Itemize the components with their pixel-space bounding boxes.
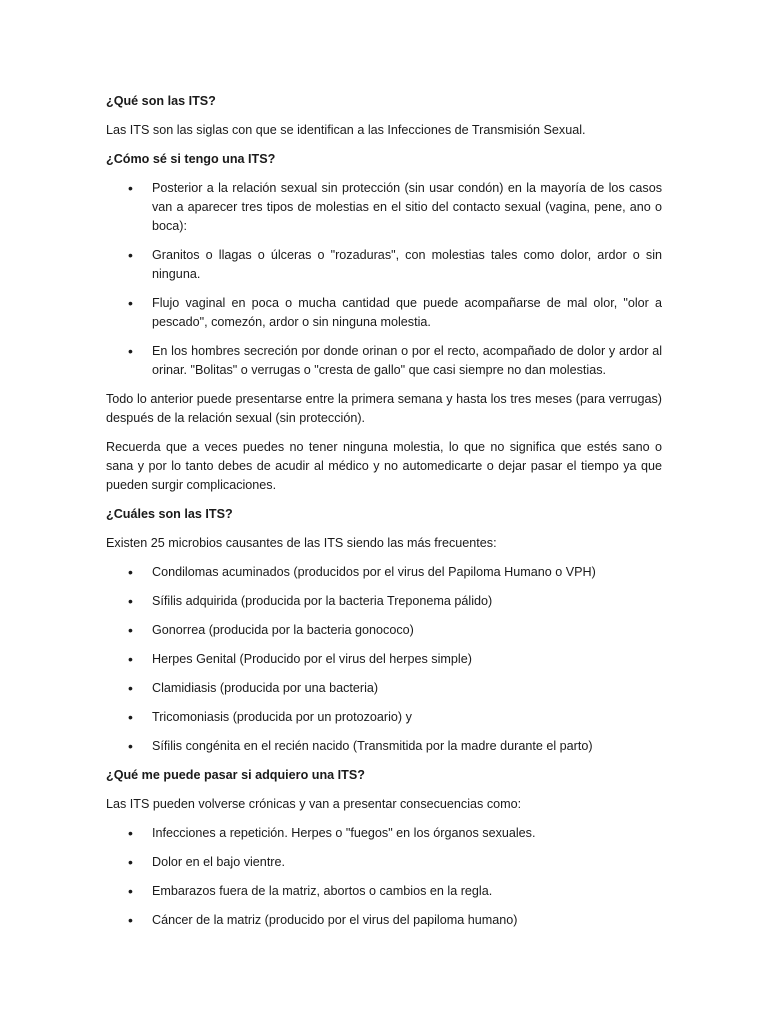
list-item-text: Infecciones a repetición. Herpes o "fuegos" en los órganos sexuales. (152, 826, 536, 840)
paragraph: Las ITS son las siglas con que se identifican a las Infecciones de Transmisión Sexual. (106, 123, 586, 137)
list-item-text: Flujo vaginal en poca o mucha cantidad que puede acompañarse de mal olor, "olor a pescado", comezón, ardor o sin ninguna molestia. (152, 296, 662, 329)
bullet-icon: • (128, 825, 133, 841)
bullet-icon: • (128, 343, 133, 359)
bullet-icon: • (128, 709, 133, 725)
section-heading-como-se: ¿Cómo sé si tengo una ITS? (106, 152, 276, 166)
section-heading-cuales-son: ¿Cuáles son las ITS? (106, 507, 233, 521)
document-page (106, 92, 662, 940)
list-item (106, 294, 662, 332)
list-item-text: Clamidiasis (producida por una bacteria) (152, 681, 379, 695)
list-item-text: Granitos o llagas o úlceras o "rozaduras", con molestias tales como dolor, ardor o sin ninguna. (152, 248, 662, 281)
list-item-text: En los hombres secreción por donde orinan o por el recto, acompañado de dolor y ardor al orinar. "Bolitas" o verrugas o "cresta de gallo" que casi siempre no dan molestias. (152, 344, 662, 377)
list-item (106, 882, 662, 901)
list-item (106, 650, 662, 669)
list-item-text: Gonorrea (producida por la bacteria gonococo) (152, 623, 414, 637)
list-item-text: Herpes Genital (Producido por el virus del herpes simple) (152, 652, 472, 666)
list-item (106, 592, 662, 611)
list-item-text: Sífilis adquirida (producida por la bacteria Treponema pálido) (152, 594, 493, 608)
list-item-text: Posterior a la relación sexual sin protección (sin usar condón) en la mayoría de los casos van a aparecer tres tipos de molestias en el sitio del contacto sexual (vagina, pene, ano o boca): (152, 181, 662, 233)
section-heading-que-me-puede-pasar: ¿Qué me puede pasar si adquiero una ITS? (106, 768, 365, 782)
list-item (106, 342, 662, 380)
bullet-list-infecciones (106, 563, 662, 756)
section-heading-que-son: ¿Qué son las ITS? (106, 94, 216, 108)
bullet-icon: • (128, 180, 133, 196)
bullet-icon: • (128, 680, 133, 696)
paragraph: Recuerda que a veces puedes no tener ninguna molestia, lo que no significa que estés sano o sana y por lo tanto debes de acudir al médico y no automedicarte o dejar pasar el tiempo ya que pueden surgir complicaciones. (106, 440, 662, 492)
list-item-text: Embarazos fuera de la matriz, abortos o cambios en la regla. (152, 884, 493, 898)
paragraph: Todo lo anterior puede presentarse entre la primera semana y hasta los tres meses (para verrugas) después de la relación sexual (sin protección). (106, 392, 662, 425)
list-item (106, 679, 662, 698)
paragraph: Las ITS pueden volverse crónicas y van a presentar consecuencias como: (106, 797, 522, 811)
list-item (106, 563, 662, 582)
list-item (106, 737, 662, 756)
bullet-icon: • (128, 622, 133, 638)
bullet-icon: • (128, 295, 133, 311)
list-item-text: Cáncer de la matriz (producido por el virus del papiloma humano) (152, 913, 518, 927)
bullet-icon: • (128, 564, 133, 580)
list-item (106, 824, 662, 843)
bullet-icon: • (128, 247, 133, 263)
list-item (106, 621, 662, 640)
bullet-icon: • (128, 738, 133, 754)
list-item-text: Dolor en el bajo vientre. (152, 855, 286, 869)
bullet-icon: • (128, 593, 133, 609)
bullet-icon: • (128, 651, 133, 667)
bullet-list-sintomas (106, 179, 662, 380)
list-item (106, 179, 662, 236)
list-item (106, 911, 662, 930)
list-item-text: Tricomoniasis (producida por un protozoario) y (152, 710, 412, 724)
list-item (106, 246, 662, 284)
list-item-text: Sífilis congénita en el recién nacido (Transmitida por la madre durante el parto) (152, 739, 593, 753)
bullet-icon: • (128, 854, 133, 870)
bullet-icon: • (128, 883, 133, 899)
bullet-list-consecuencias (106, 824, 662, 930)
list-item-text: Condilomas acuminados (producidos por el virus del Papiloma Humano o VPH) (152, 565, 596, 579)
list-item (106, 853, 662, 872)
list-item (106, 708, 662, 727)
bullet-icon: • (128, 912, 133, 928)
paragraph: Existen 25 microbios causantes de las ITS siendo las más frecuentes: (106, 536, 497, 550)
